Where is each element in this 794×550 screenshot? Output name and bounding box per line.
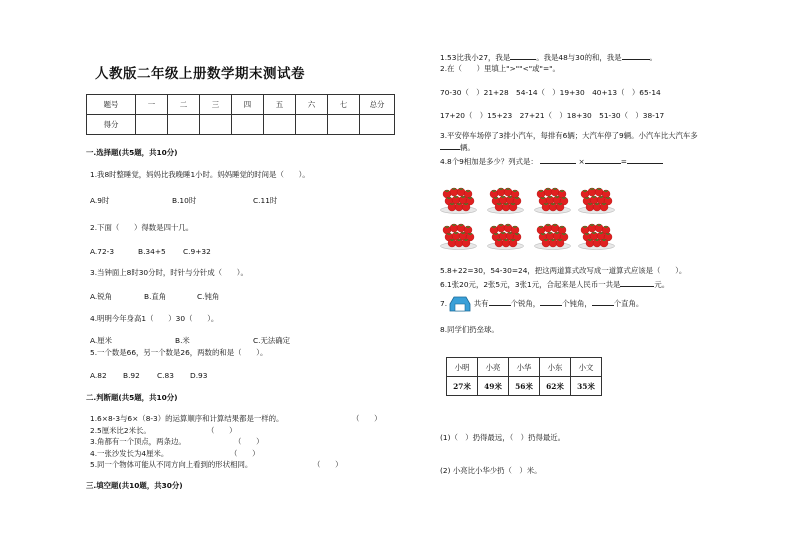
- question-2: 2.下面（ ）得数是四十几。: [90, 223, 194, 232]
- throw-name: 小东: [540, 358, 571, 377]
- answer-blank: [592, 298, 614, 306]
- tomato-plate: [534, 184, 571, 214]
- judge-paren: （ ）: [313, 460, 343, 469]
- score-header-cell: 四: [232, 95, 264, 115]
- throw-value: 56米: [509, 377, 540, 396]
- score-cell: [168, 115, 200, 135]
- fill-1-text: 。我是48与30的和，我是: [536, 53, 622, 62]
- score-header-cell: 三: [200, 95, 232, 115]
- option: C.无法确定: [253, 336, 291, 345]
- score-cell: [264, 115, 296, 135]
- score-header-cell: 七: [328, 95, 360, 115]
- fill-2: 2.在（ ）里填上">""<"或"="。: [440, 64, 560, 73]
- fill-1-text: 1.53比我小27，我是: [440, 53, 511, 62]
- answer-blank: [540, 298, 562, 306]
- fill-7-text: 个锐角，: [510, 299, 541, 308]
- judge-paren: （ ）: [207, 426, 237, 435]
- times-sign: ×: [578, 157, 585, 166]
- judge-item: 5.同一个物体可能从不同方向上看到的形状相同。: [90, 460, 253, 469]
- score-cell: [296, 115, 328, 135]
- fill-7-text: 共有: [473, 299, 489, 308]
- fill-3-text: 辆。: [460, 143, 475, 152]
- score-header-cell: 二: [168, 95, 200, 115]
- fill-1: [440, 52, 657, 62]
- fill-6-text: 元。: [654, 280, 670, 289]
- judge-item: 4.一张沙发长为4厘米。: [90, 449, 169, 458]
- judge-item: 3.角都有一个顶点，两条边。: [90, 437, 186, 446]
- tomato-plate: [440, 220, 477, 250]
- throw-value: 62米: [540, 377, 571, 396]
- option: A.锐角: [90, 292, 113, 301]
- score-header-cell: 六: [296, 95, 328, 115]
- score-cell: [200, 115, 232, 135]
- throw-name: 小华: [509, 358, 540, 377]
- fill-7-text: 个钝角，: [562, 299, 592, 308]
- throw-value: 35米: [571, 377, 602, 396]
- equals-sign: =: [620, 157, 627, 166]
- tomato-plate: [534, 220, 571, 250]
- option: A.72-3: [90, 247, 115, 256]
- answer-blank: [540, 156, 576, 164]
- throw-value: 49米: [478, 377, 509, 396]
- throw-table: [446, 357, 602, 396]
- fill-6-text: 6.1张20元，2张5元，3张1元，合起来是人民币一共是: [440, 280, 621, 289]
- score-row-label: 得分: [87, 115, 136, 135]
- answer-blank: [622, 52, 650, 60]
- option: B.直角: [144, 292, 167, 301]
- score-table: [86, 94, 395, 135]
- answer-blank: [627, 156, 663, 164]
- question-4: 4.明明今年身高1（ ）30（ ）。: [90, 314, 219, 323]
- tomato-plate: [487, 220, 524, 250]
- question-1: 1.我8时整睡觉，妈妈比我晚睡1小时。妈妈睡觉的时间是（ ）。: [90, 170, 310, 179]
- throw-value: 27米: [447, 377, 478, 396]
- fill-4: [440, 156, 663, 166]
- fill-1-text: 。: [649, 53, 657, 62]
- throw-name: 小文: [571, 358, 602, 377]
- question-8-2: (2) 小亮比小华少扔（ ）米。: [440, 466, 542, 475]
- fill-8: 8.同学们扔垒球。: [440, 325, 499, 334]
- option: C.11时: [253, 196, 278, 205]
- fill-5: 5.8+22=30，54-30=24，把这两道算式改写成一道算式应该是（ ）。: [440, 266, 687, 275]
- option: C.83: [157, 371, 174, 380]
- judge-item: 2.5厘米比2米长。: [90, 426, 151, 435]
- fill-3: 3.平安停车场停了3排小汽车，每排有6辆；大汽车停了9辆。小汽车比大汽车多: [440, 131, 698, 140]
- answer-blank: [585, 156, 621, 164]
- score-cell: [232, 115, 264, 135]
- question-8-1: (1)（ ）扔得最远，（ ）扔得最近。: [440, 433, 566, 442]
- question-3: 3.当钟面上8时30分时，时针与分针成（ ）。: [90, 268, 248, 277]
- fill-7-text: 个直角。: [613, 299, 644, 308]
- score-cell: [360, 115, 395, 135]
- tomato-plate: [578, 184, 615, 214]
- score-header-cell: 五: [264, 95, 296, 115]
- compare-row-2: 17+20（ ）15+23 27+21（ ）18+30 51-30（ ）38-17: [440, 111, 665, 120]
- option: B.10时: [172, 196, 197, 205]
- option: C.钝角: [197, 292, 220, 301]
- answer-blank: [489, 298, 511, 306]
- throw-name: 小明: [447, 358, 478, 377]
- section3-heading: 三.填空题(共10题，共30分): [86, 481, 183, 490]
- score-header-cell: 总分: [360, 95, 395, 115]
- option: B.米: [175, 336, 190, 345]
- option: A.82: [90, 371, 107, 380]
- answer-blank: [620, 279, 654, 287]
- option: A.9时: [90, 196, 110, 205]
- option: B.92: [123, 371, 140, 380]
- score-header-cell: 一: [136, 95, 168, 115]
- score-cell: [136, 115, 168, 135]
- option: B.34+5: [138, 247, 166, 256]
- answer-blank: [440, 142, 460, 150]
- option: C.9+32: [183, 247, 211, 256]
- section1-heading: 一.选择题(共5题，共10分): [86, 148, 178, 157]
- option: A.厘米: [90, 336, 113, 345]
- tomato-plate: [440, 184, 477, 214]
- option: D.93: [190, 371, 208, 380]
- compare-row-1: 70-30（ ）21+28 54-14（ ）19+30 40+13（ ）65-14: [440, 88, 661, 97]
- throw-name: 小亮: [478, 358, 509, 377]
- answer-blank: [510, 52, 536, 60]
- judge-paren: （ ）: [230, 449, 260, 458]
- judge-paren: （ ）: [352, 414, 382, 423]
- judge-paren: （ ）: [234, 437, 264, 446]
- judge-item: 1.6×8-3与6×（8-3）的运算顺序和计算结果都是一样的。: [90, 414, 284, 423]
- fill-7: [440, 296, 643, 312]
- score-cell: [328, 115, 360, 135]
- page-title: 人教版二年级上册数学期末测试卷: [95, 66, 305, 82]
- question-5: 5.一个数是66，另一个数是26，两数的和是（ ）。: [90, 348, 268, 357]
- fill-3b: [440, 142, 475, 152]
- shape-icon: [449, 296, 471, 312]
- fill-7-text: 7.: [440, 299, 448, 308]
- section2-heading: 二.判断题(共5题，共10分): [86, 393, 178, 402]
- score-header-cell: 题号: [87, 95, 136, 115]
- fill-4-text: 4.8个9相加是多少？列式是：: [440, 157, 538, 166]
- tomato-plate: [487, 184, 524, 214]
- tomato-plate: [578, 220, 615, 250]
- fill-6: [440, 279, 669, 289]
